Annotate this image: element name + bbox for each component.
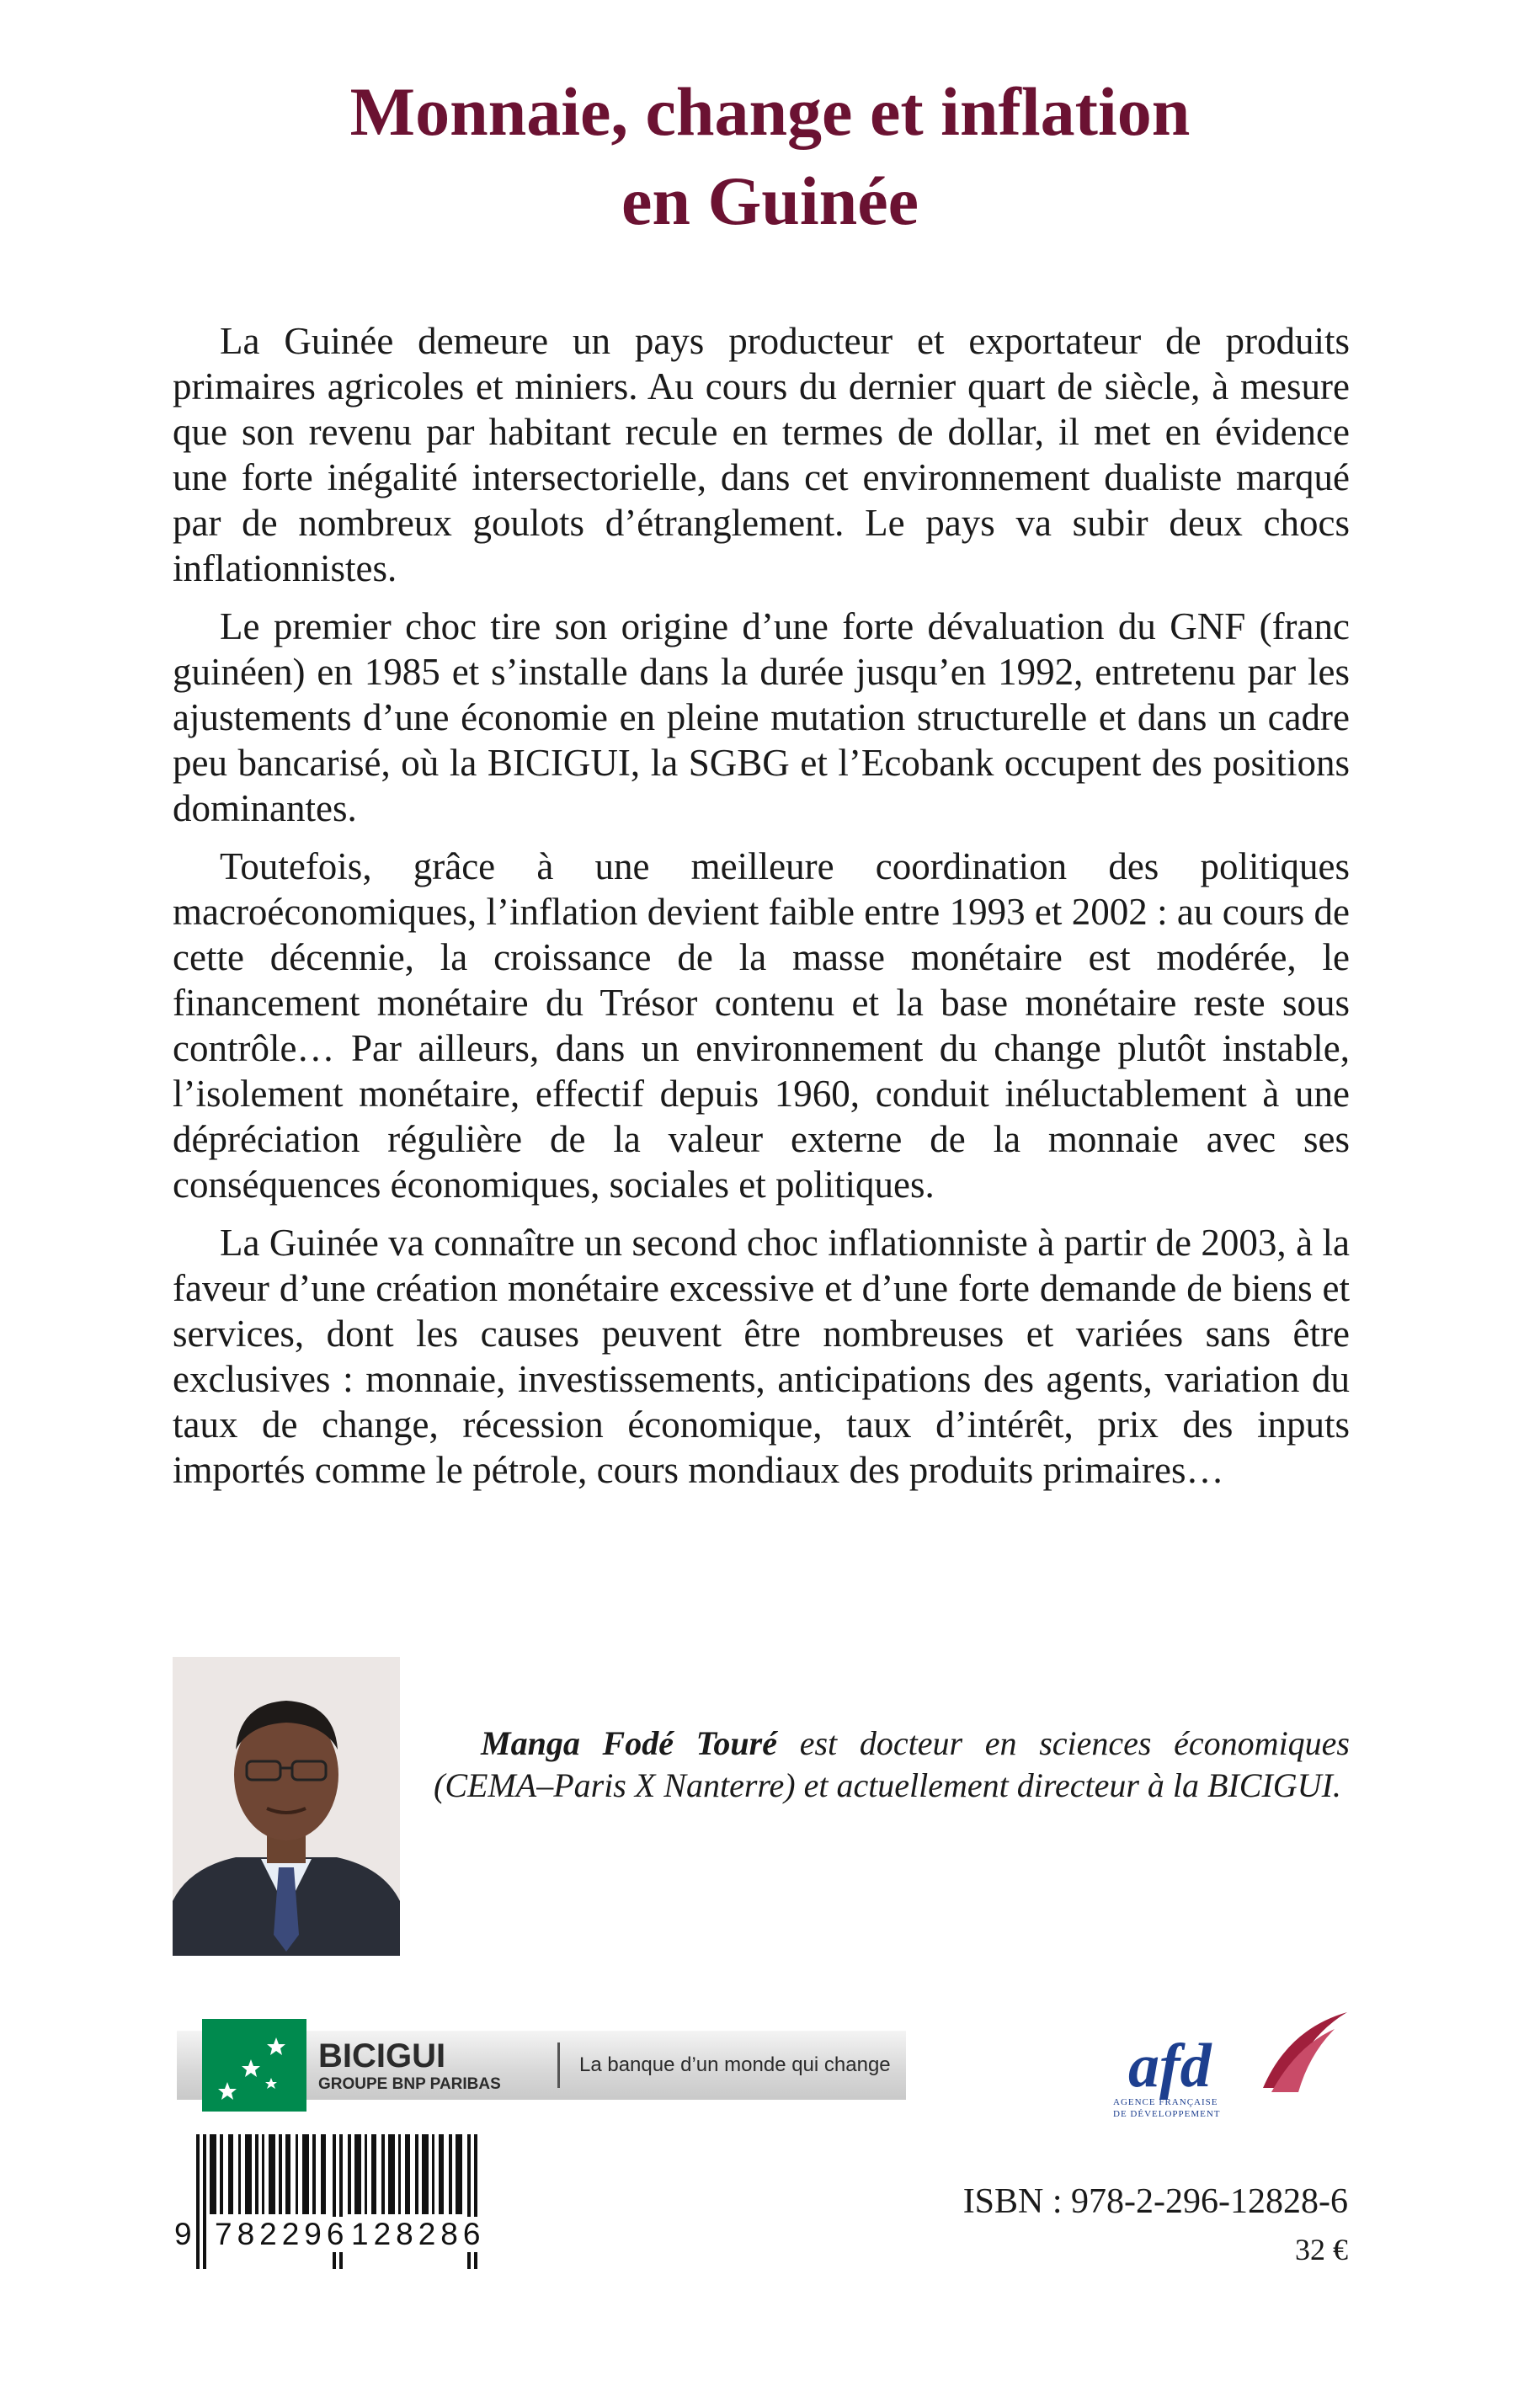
book-title (0, 67, 1540, 246)
afd-logo-icon (1078, 1995, 1356, 2130)
paragraph-2: Le premier choc tire son origine d’une forte dévaluation du GNF (franc guinéen) en 1985 et s’installe dans la durée jusqu’en 1992, entretenu par les ajustements d’une économie en pleine mutation structurelle et dans un cadre peu bancarisé, où la BICIGUI, la SGBG et l’Ecobank occupent des positions dominantes. (173, 605, 1350, 829)
isbn: ISBN : 978-2-296-12828-6 (962, 2182, 1348, 2221)
svg-text:DE DÉVELOPPEMENT: DE DÉVELOPPEMENT (1113, 2109, 1221, 2119)
bicigui-banner (177, 2019, 906, 2112)
author-bio (434, 1723, 1350, 1807)
author-name: Manga Fodé Touré (481, 1724, 777, 1762)
price: 32 € (1295, 2233, 1348, 2266)
bicigui-name: BICIGUI (318, 2037, 446, 2074)
paragraph-4: La Guinée va connaître un second choc inflationniste à partir de 2003, à la faveur d’une création monétaire excessive et d’une forte demande de biens et services, dont les causes peuvent être nombreuses et variées sans être exclusives : monnaie, investissements, anticipations des agents, variation du taux de change, récession économique, taux d’intérêt, prix des inputs importés comme le pétrole, cours mondiaux des produits primaires… (173, 1222, 1350, 1491)
book-title-line-1: Monnaie, change et inflation (349, 73, 1191, 150)
bicigui-separator (557, 2042, 560, 2088)
bnp-stars-logo-icon (202, 2019, 306, 2112)
author-bio-text: est docteur en sciences économiques (CEMA–Paris X Nanterre) et actuellement directeur à la BICIGUI. (434, 1724, 1351, 1804)
barcode-digits-right: 128286 (351, 2217, 486, 2251)
paragraph-1: La Guinée demeure un pays producteur et exportateur de produits primaires agricoles et miniers. Au cours du dernier quart de siècle, à mesure que son revenu par habitant recule en termes de dollar, il met en évidence une forte inégalité intersectorielle, dans cet environnement dualiste marqué par de nombreux goulots d’étranglement. Le pays va subir deux chocs inflationnistes. (173, 320, 1350, 589)
barcode-digit-prefix: 9 (174, 2217, 192, 2251)
barcode-icon (173, 2134, 518, 2282)
author-photo (173, 1657, 400, 1956)
barcode-digits-left: 782296 (215, 2217, 349, 2251)
svg-text:AGENCE FRANÇAISE: AGENCE FRANÇAISE (1113, 2097, 1218, 2107)
book-title-line-2: en Guinée (621, 162, 919, 239)
svg-text:afd: afd (1128, 2032, 1212, 2101)
afd-logo (1078, 1995, 1356, 2130)
author-portrait-icon (173, 1657, 400, 1956)
bicigui-slogan: La banque d’un monde qui change (579, 2053, 891, 2076)
paragraph-3: Toutefois, grâce à une meilleure coordination des politiques macroéconomiques, l’inflation devient faible entre 1993 et 2002 : au cours de cette décennie, la croissance de la masse monétaire est modérée, le financement monétaire du Trésor contenu et la base monétaire reste sous contrôle… Par ailleurs, dans un environnement du change plutôt instable, l’isolement monétaire, effectif depuis 1960, conduit inéluctablement à une dépréciation régulière de la valeur externe de la monnaie avec ses conséquences économiques, sociales et politiques. (173, 845, 1350, 1206)
bicigui-group: GROUPE BNP PARIBAS (318, 2075, 501, 2093)
back-cover-text (173, 318, 1350, 1505)
